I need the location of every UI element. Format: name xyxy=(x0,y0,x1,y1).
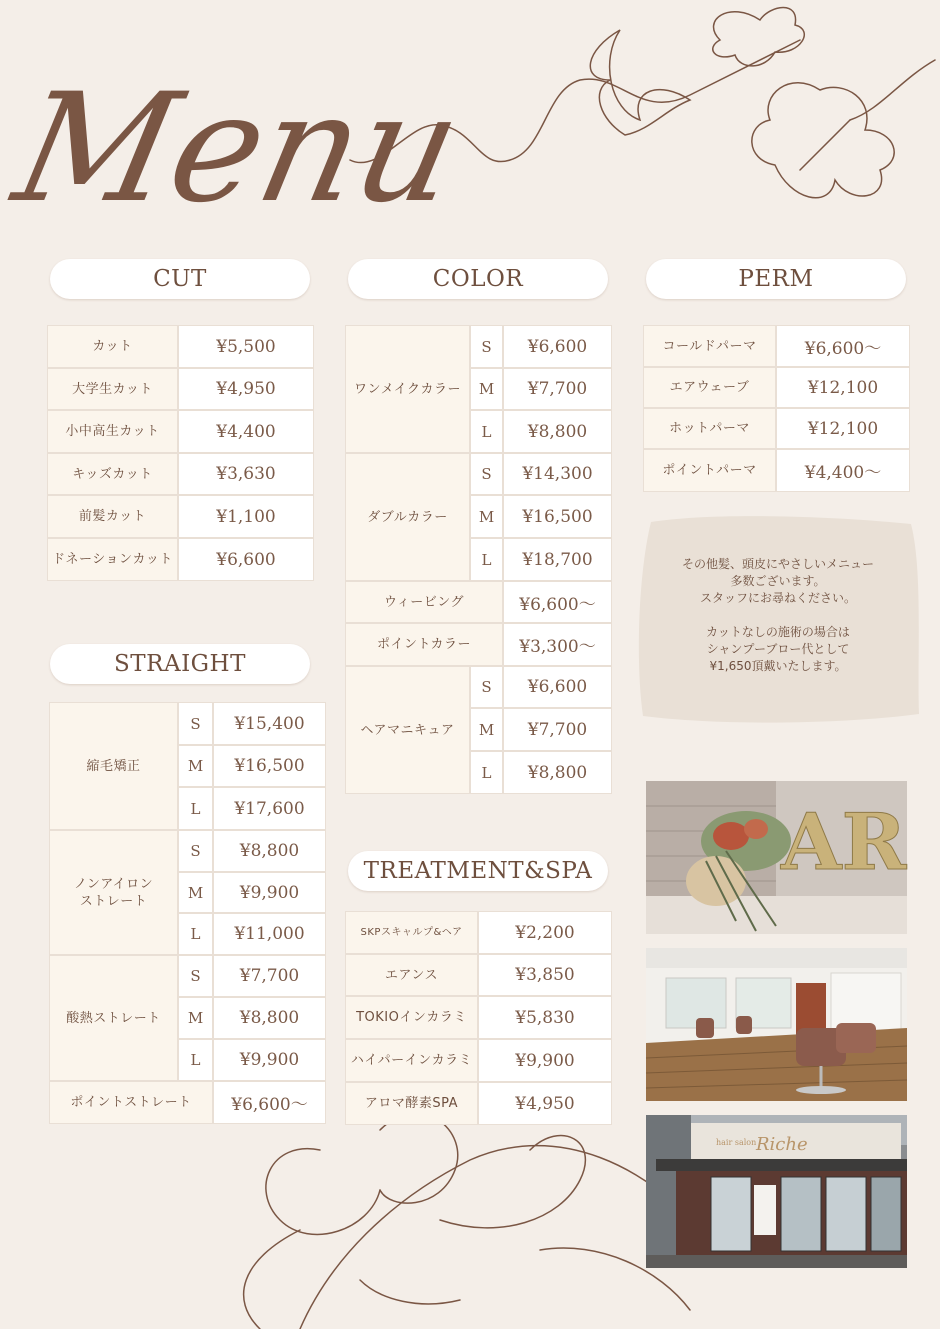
note-line: ¥1,650頂戴いたします。 xyxy=(709,659,847,673)
perm-table xyxy=(643,325,910,492)
size-label: M xyxy=(471,709,502,750)
size-label: L xyxy=(179,1040,212,1080)
menu-item-label: ポイントストレート xyxy=(50,1082,212,1123)
menu-item-label: エアウェーブ xyxy=(644,368,775,407)
menu-item-price: ¥1,100 xyxy=(179,496,313,537)
straight-table xyxy=(49,702,326,1124)
size-label: S xyxy=(179,831,212,871)
cut-table xyxy=(47,325,314,581)
menu-item-label: ポイントカラー xyxy=(346,624,502,665)
ar-sign-text: AR xyxy=(781,797,907,888)
menu-item-label: SKPスキャルプ&ヘア xyxy=(346,912,477,953)
menu-item-price: ¥7,700 xyxy=(504,369,611,409)
menu-item-price: ¥3,300〜 xyxy=(504,624,611,665)
size-label: L xyxy=(471,752,502,793)
note-line: その他髪、頭皮にやさしいメニュー xyxy=(681,557,874,571)
menu-item-price: ¥17,600 xyxy=(214,788,325,829)
menu-item-price: ¥9,900 xyxy=(479,1040,611,1081)
flower-stem xyxy=(300,1146,700,1329)
menu-item-price: ¥6,600 xyxy=(504,326,611,367)
menu-item-price: ¥8,800 xyxy=(504,411,611,452)
menu-item-price: ¥6,600 xyxy=(179,539,313,580)
menu-item-label: コールドパーマ xyxy=(644,326,775,366)
menu-item-price: ¥12,100 xyxy=(777,368,909,407)
treatment-table xyxy=(345,911,612,1125)
menu-item-price: ¥16,500 xyxy=(214,746,325,786)
menu-item-price: ¥12,100 xyxy=(777,409,909,448)
menu-item-label: ウィービング xyxy=(346,582,502,622)
menu-item-label: 前髪カット xyxy=(48,496,177,537)
size-label: S xyxy=(179,703,212,744)
menu-item-label: ダブルカラー xyxy=(346,454,469,580)
size-label: M xyxy=(471,369,502,409)
flower-petal-3 xyxy=(244,1230,300,1329)
size-label: S xyxy=(471,326,502,367)
note-line: カットなしの施術の場合は xyxy=(706,625,850,639)
flower-petal-1 xyxy=(266,1149,380,1235)
menu-item-label xyxy=(50,831,177,954)
menu-item-label: エアンス xyxy=(346,955,477,995)
storefront-illustration xyxy=(646,1115,907,1268)
menu-item-price: ¥4,400〜 xyxy=(777,450,909,491)
perm-heading: PERM xyxy=(646,259,906,299)
menu-item-label: TOKIOインカラミ xyxy=(346,997,477,1038)
menu-item-price: ¥3,630 xyxy=(179,454,313,494)
menu-item-price: ¥9,900 xyxy=(214,1040,325,1080)
note-background xyxy=(633,510,923,730)
size-label: L xyxy=(179,914,212,954)
size-label: M xyxy=(179,998,212,1038)
menu-item-price: ¥7,700 xyxy=(214,956,325,996)
salon-interior-illustration xyxy=(646,948,907,1101)
butterfly-left xyxy=(590,30,690,135)
menu-item-label: ポイントパーマ xyxy=(644,450,775,491)
menu-item-price: ¥6,600〜 xyxy=(504,582,611,622)
menu-item-price: ¥3,850 xyxy=(479,955,611,995)
size-label: L xyxy=(471,411,502,452)
size-label: S xyxy=(471,667,502,707)
info-note xyxy=(633,510,923,730)
size-label: M xyxy=(179,873,212,912)
menu-item-label: ワンメイクカラー xyxy=(346,326,469,452)
photo-salon-interior xyxy=(646,948,907,1101)
menu-item-label: ヘアマニキュア xyxy=(346,667,469,793)
menu-item-price: ¥5,500 xyxy=(179,326,313,367)
flower-petal-4 xyxy=(440,1136,585,1228)
note-line: 多数ございます。 xyxy=(730,574,826,588)
menu-item-price: ¥18,700 xyxy=(504,539,611,580)
menu-item-price: ¥11,000 xyxy=(214,914,325,954)
menu-item-label: ホットパーマ xyxy=(644,409,775,448)
menu-item-price: ¥9,900 xyxy=(214,873,325,912)
menu-item-label: カット xyxy=(48,326,177,367)
color-heading: COLOR xyxy=(348,259,608,299)
menu-item-price: ¥4,950 xyxy=(479,1083,611,1124)
menu-item-price: ¥14,300 xyxy=(504,454,611,494)
butterfly-right xyxy=(752,83,894,198)
menu-item-price: ¥7,700 xyxy=(504,709,611,750)
menu-item-label: キッズカット xyxy=(48,454,177,494)
menu-item-price: ¥6,600〜 xyxy=(777,326,909,366)
color-table xyxy=(345,325,612,794)
size-label: M xyxy=(471,496,502,537)
menu-item-price: ¥16,500 xyxy=(504,496,611,537)
straight-heading: STRAIGHT xyxy=(50,644,310,684)
menu-item-label: 酸熱ストレート xyxy=(50,956,177,1080)
store-sign-small: hair salon xyxy=(716,1138,757,1147)
flower-leaf-2 xyxy=(360,1280,460,1304)
ar-sign-illustration xyxy=(646,781,907,934)
butterfly-trail xyxy=(850,60,935,120)
menu-item-label-line: ストレート xyxy=(79,893,148,909)
menu-item-price: ¥6,600〜 xyxy=(214,1082,325,1123)
size-label: L xyxy=(471,539,502,580)
menu-item-label: 小中高生カット xyxy=(48,411,177,452)
menu-item-price: ¥4,400 xyxy=(179,411,313,452)
menu-item-price: ¥4,950 xyxy=(179,369,313,409)
size-label: S xyxy=(179,956,212,996)
size-label: M xyxy=(179,746,212,786)
photo-ar-sign xyxy=(646,781,907,934)
size-label: S xyxy=(471,454,502,494)
menu-item-label: ドネーションカット xyxy=(48,539,177,580)
menu-item-price: ¥8,800 xyxy=(214,831,325,871)
menu-item-price: ¥6,600 xyxy=(504,667,611,707)
page-title: Menu xyxy=(2,60,475,236)
menu-item-price: ¥2,200 xyxy=(479,912,611,953)
cut-heading: CUT xyxy=(50,259,310,299)
menu-item-label: アロマ酵素SPA xyxy=(346,1083,477,1124)
menu-item-label-line: ノンアイロン xyxy=(73,876,154,892)
menu-item-label: 大学生カット xyxy=(48,369,177,409)
menu-item-price: ¥8,800 xyxy=(504,752,611,793)
menu-item-price: ¥5,830 xyxy=(479,997,611,1038)
note-line: スタッフにお尋ねください。 xyxy=(699,591,856,605)
menu-item-label: 縮毛矯正 xyxy=(50,703,177,829)
note-line: シャンプーブロー代として xyxy=(706,642,850,656)
butterfly-top xyxy=(713,8,804,66)
menu-item-label: ハイパーインカラミ xyxy=(346,1040,477,1081)
menu-item-price: ¥15,400 xyxy=(214,703,325,744)
menu-item-price: ¥8,800 xyxy=(214,998,325,1038)
photo-storefront xyxy=(646,1115,907,1268)
butterfly-body xyxy=(800,120,850,170)
size-label: L xyxy=(179,788,212,829)
treatment-heading: TREATMENT&SPA xyxy=(348,851,608,891)
store-sign-name: Riche xyxy=(756,1134,808,1155)
